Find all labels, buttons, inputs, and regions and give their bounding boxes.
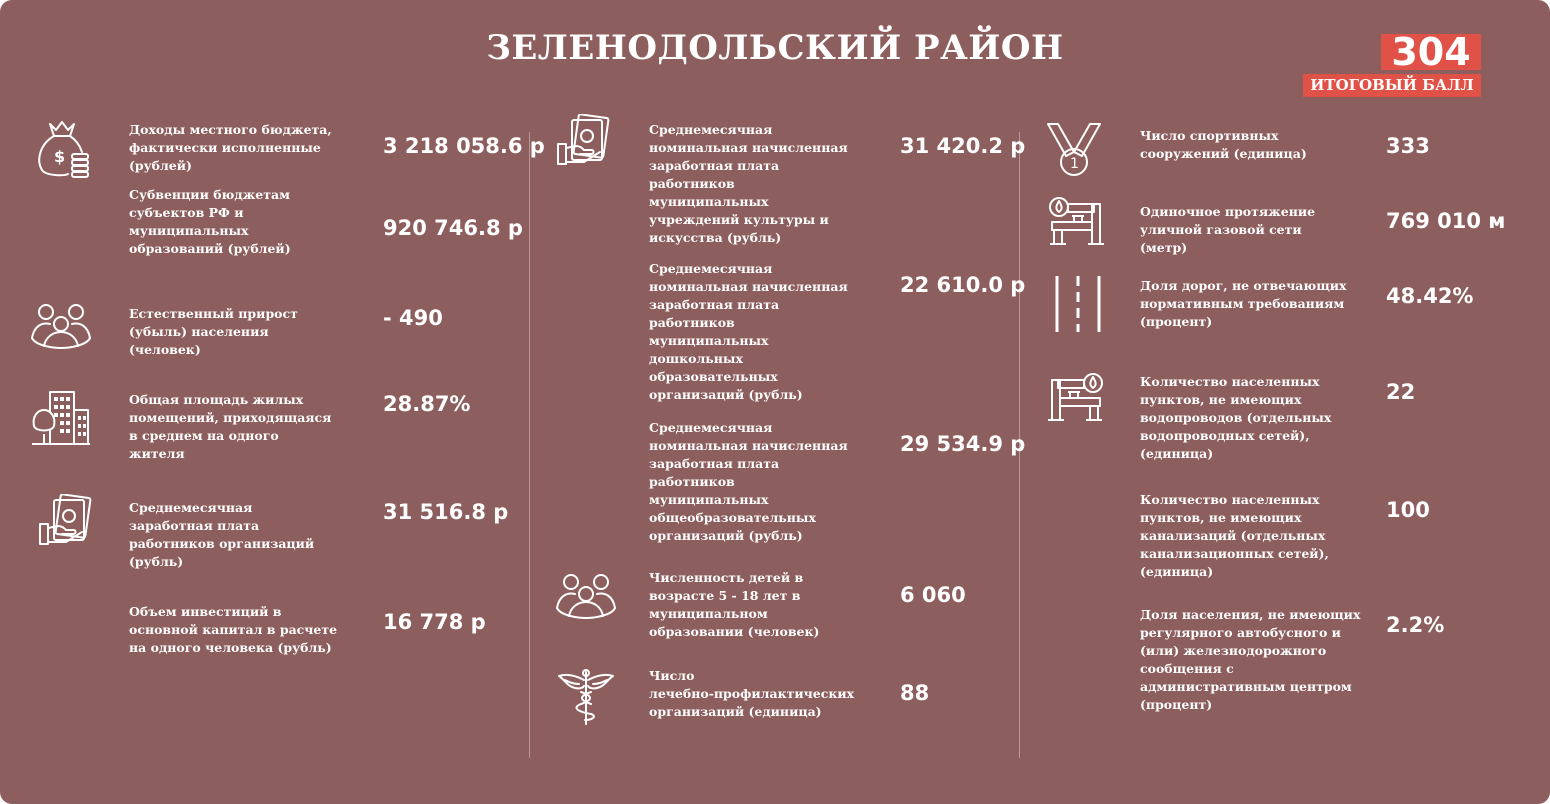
building-icon bbox=[30, 388, 92, 448]
total-score-label: ИТОГОВЫЙ БАЛЛ bbox=[1303, 74, 1481, 97]
metric-label-medical-orgs: Число лечебно-профилактических организаций (единица) bbox=[649, 668, 855, 719]
metric-label-sport-facilities: Число спортивных сооружений (единица) bbox=[1140, 128, 1307, 161]
people-icon bbox=[30, 300, 92, 350]
metric-label-no-water: Количество населенных пунктов, не имеющих водопроводов (отдельных водопроводных сетей), (единица) bbox=[1140, 374, 1332, 461]
metric-label-school-salary: Среднемесячная номинальная начисленная заработная плата работников муниципальных общеобразовательных организаций (рубль) bbox=[649, 420, 848, 543]
metric-label-population-growth: Естественный прирост (убыль) населения (человек) bbox=[129, 306, 298, 357]
metric-label-culture-salary: Среднемесячная номинальная начисленная заработная плата работников муниципальных учреждений культуры и искусства (рубль) bbox=[649, 122, 848, 245]
metric-value-population-growth: - 490 bbox=[383, 306, 443, 330]
medal-icon bbox=[1044, 120, 1104, 180]
metric-label-living-area: Общая площадь жилых помещений, приходящаяся в среднем на одного жителя bbox=[129, 392, 332, 461]
metric-label-children-count: Численность детей в возрасте 5 - 18 лет в муниципальном образовании (человек) bbox=[649, 570, 820, 639]
metric-label-avg-salary: Среднемесячная заработная плата работников организаций (рубль) bbox=[129, 500, 315, 569]
gas-pipe-icon bbox=[1048, 196, 1104, 250]
metric-label-gas-network: Одиночное протяжение уличной газовой сети (метр) bbox=[1140, 204, 1316, 255]
metric-value-sport-facilities: 333 bbox=[1386, 134, 1430, 158]
column-divider bbox=[529, 132, 530, 758]
metric-label-subventions: Субвенции бюджетам субъектов РФ и муниципальных образований (рублей) bbox=[129, 187, 291, 256]
money-bag-icon bbox=[34, 118, 92, 178]
metric-value-preschool-salary: 22 610.0 р bbox=[900, 273, 1026, 297]
svg-text:1: 1 bbox=[1070, 156, 1079, 172]
svg-text:$: $ bbox=[54, 147, 66, 166]
page-title: ЗЕЛЕНОДОЛЬСКИЙ РАЙОН bbox=[486, 28, 1064, 68]
water-pipe-icon bbox=[1048, 372, 1104, 426]
total-score: 304 bbox=[1381, 34, 1481, 70]
metric-value-avg-salary: 31 516.8 р bbox=[383, 500, 509, 524]
metric-value-living-area: 28.87% bbox=[383, 392, 471, 416]
metric-value-gas-network: 769 010 м bbox=[1386, 209, 1506, 233]
metric-label-investments: Объем инвестиций в основной капитал в расчете на одного человека (рубль) bbox=[129, 604, 338, 655]
metric-value-no-water: 22 bbox=[1386, 380, 1416, 404]
metric-value-subventions: 920 746.8 р bbox=[383, 216, 523, 240]
metric-label-no-transport: Доля населения, не имеющих регулярного автобусного и (или) железнодорожного сообщения с административным центром (процент) bbox=[1140, 607, 1361, 712]
metric-value-no-transport: 2.2% bbox=[1386, 613, 1445, 637]
metric-value-medical-orgs: 88 bbox=[900, 681, 930, 705]
metric-label-roads-share: Доля дорог, не отвечающих нормативным требованиям (процент) bbox=[1140, 278, 1347, 329]
metric-label-no-sewerage: Количество населенных пунктов, не имеющих канализаций (отдельных канализационных сетей), (единица) bbox=[1140, 492, 1329, 579]
metric-value-roads-share: 48.42% bbox=[1386, 284, 1474, 308]
road-icon bbox=[1052, 274, 1104, 334]
people-icon bbox=[555, 570, 617, 620]
metric-value-culture-salary: 31 420.2 р bbox=[900, 134, 1026, 158]
metric-label-preschool-salary: Среднемесячная номинальная начисленная заработная плата работников муниципальных дошкольных образовательных организаций (рубль) bbox=[649, 261, 848, 402]
metric-value-no-sewerage: 100 bbox=[1386, 498, 1430, 522]
hand-money-icon bbox=[36, 494, 92, 548]
metric-value-budget-income: 3 218 058.6 р bbox=[383, 134, 545, 158]
hand-money-icon bbox=[554, 114, 610, 168]
metric-value-school-salary: 29 534.9 р bbox=[900, 432, 1026, 456]
metric-label-budget-income: Доходы местного бюджета, фактически исполненные (рублей) bbox=[129, 122, 332, 173]
caduceus-icon bbox=[557, 668, 615, 726]
metric-value-children-count: 6 060 bbox=[900, 583, 966, 607]
metric-value-investments: 16 778 р bbox=[383, 610, 486, 634]
